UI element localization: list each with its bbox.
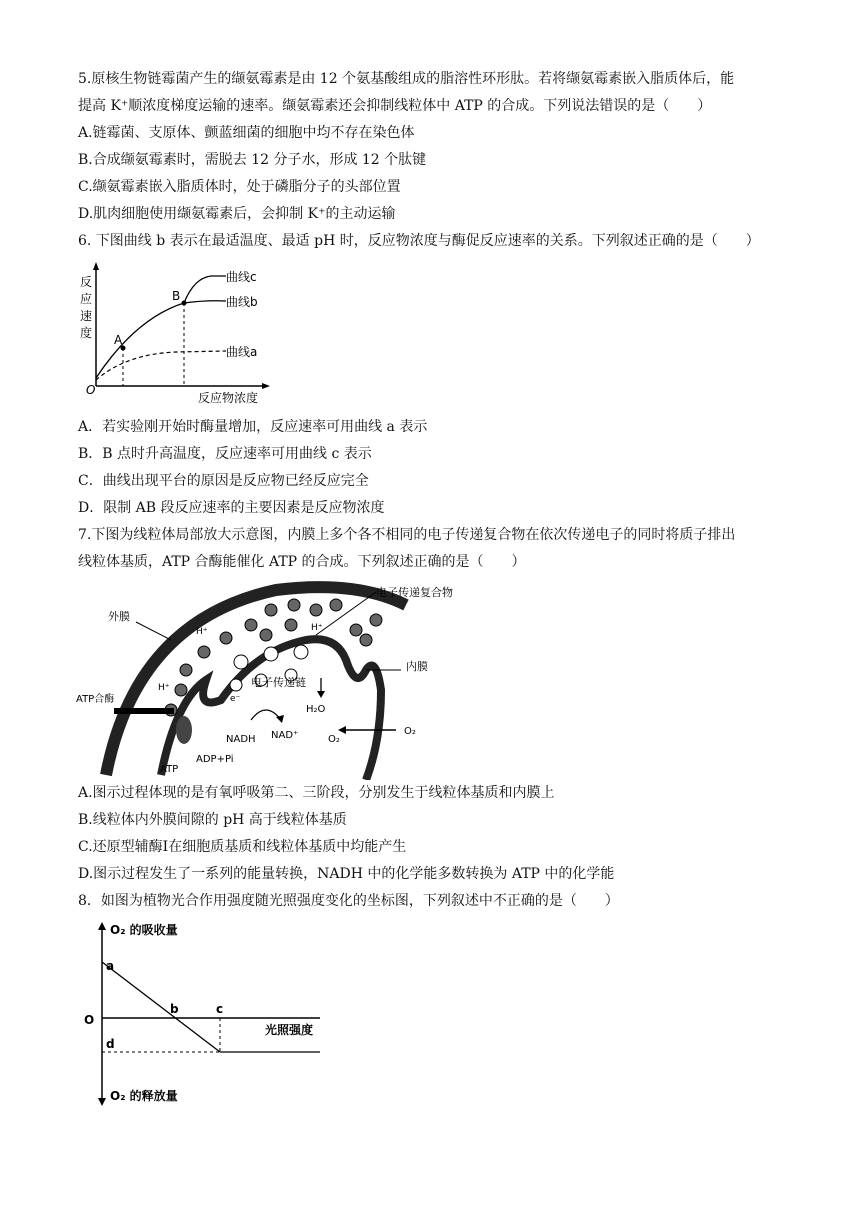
q8-curve-descending [102,962,220,1052]
q6-curve-c-label: 曲线c [226,270,257,284]
q5-option-b: B.合成缬氨霉素时，需脱去 12 分子水，形成 12 个肽键 [78,152,427,168]
q7-h-plus-label-1: H⁺ [196,627,208,637]
q5-stem-line1: 5.原核生物链霉菌产生的缬氨霉素是由 12 个氨基酸组成的脂溶性环形肽。若将缬氨霉素嵌入脂质体后，能 [78,71,735,87]
q8-y-bottom-label: O₂ 的释放量 [110,1089,178,1103]
q8-stem-line1: 8．如图为植物光合作用强度随光照强度变化的坐标图，下列叙述中不正确的是（ ） [78,893,619,909]
q6-enzyme-rate-graph [76,258,286,408]
q5-stem-line2: 提高 K⁺顺浓度梯度运输的速率。缬氨霉素还会抑制线粒体中 ATP 的合成。下列说法错误的是（ ） [78,98,712,114]
q7-adp-pi-label: ADP+Pi [196,754,234,765]
q6-point-b-label: B [172,289,181,303]
q8-point-c-label: c [216,1002,224,1016]
q8-point-b-label: b [170,1002,179,1016]
q7-atp-synthase-label: ATP合酶 [76,694,115,705]
q7-e-minus-label: e⁻ [230,694,241,704]
q6-option-d: D．限制 AB 段反应速率的主要因素是反应物浓度 [78,500,385,516]
q6-y-label-4: 度 [80,326,93,340]
q7-option-d: D.图示过程发生了一系列的能量转换，NADH 中的化学能多数转换为 ATP 中的化学能 [78,866,615,882]
q7-h2o-label: H₂O [306,704,326,715]
q7-atp-synthase-shape [176,716,192,744]
q7-nadh-label: NADH [226,734,256,745]
q8-photosynthesis-graph [80,920,340,1110]
q5-option-a: A.链霉菌、支原体、颤蓝细菌的细胞中均不存在染色体 [78,125,415,141]
q7-option-b: B.线粒体内外膜间隙的 pH 高于线粒体基质 [78,812,347,828]
q6-curve-b-label: 曲线b [226,295,258,309]
q7-electron-chain-label: 电子传递链 [251,676,306,689]
q6-curve-c [184,276,226,303]
q6-point-a-label: A [114,333,123,347]
q5-option-c: C.缬氨霉素嵌入脂质体时，处于磷脂分子的头部位置 [78,179,401,195]
q7-outer-membrane-label: 外膜 [108,610,130,623]
q8-y-top-label: O₂ 的吸收量 [110,923,178,937]
q6-option-c: C．曲线出现平台的原因是反应物已经反应完全 [78,473,369,489]
q6-option-a: A．若实验刚开始时酶量增加，反应速率可用曲线 a 表示 [78,419,428,435]
q6-y-label-2: 应 [80,292,93,306]
q7-nad-plus-label: NAD⁺ [271,730,299,741]
q6-curve-a [96,351,226,380]
q7-stem-line1: 7.下图为线粒体局部放大示意图，内膜上多个各不相同的电子传递复合物在依次传递电子的同时将质子排出 [78,527,736,543]
q7-inner-membrane-label: 内膜 [406,660,428,673]
q6-option-b: B．B 点时升高温度，反应速率可用曲线 c 表示 [78,446,372,462]
q7-atp-label: ATP [160,764,179,775]
q7-h-plus-label-3: H⁺ [158,683,170,693]
q7-h-plus-label-2: H⁺ [311,623,323,633]
q7-stem-line2: 线粒体基质，ATP 合酶能催化 ATP 的合成。下列叙述正确的是（ ） [78,554,526,570]
q8-point-d-label: d [106,1037,115,1051]
q8-x-label: 光照强度 [265,1023,314,1037]
q6-y-label-1: 反 [80,275,93,289]
q6-curve-a-label: 曲线a [226,345,258,359]
q7-o2-left-label: O₂ [328,734,340,745]
q7-option-a: A.图示过程体现的是有氧呼吸第二、三阶段，分别发生于线粒体基质和内膜上 [78,785,555,801]
q6-stem-line1: 6. 下图曲线 b 表示在最适温度、最适 pH 时，反应物浓度与酶促反应速率的关系。下列叙述正确的是（ ） [78,233,760,249]
q8-point-a-label: a [106,959,115,973]
q7-mitochondria-diagram [76,580,496,780]
q7-electron-complex-label: 电子传递复合物 [376,586,453,599]
q8-origin-label: O [84,1013,95,1027]
q7-o2-right-label: O₂ [404,726,416,737]
q6-origin-label: O [86,383,96,397]
q6-y-label-3: 速 [80,309,93,323]
q7-option-c: C.还原型辅酶Ⅰ在细胞质基质和线粒体基质中均能产生 [78,839,407,855]
q5-option-d: D.肌肉细胞使用缬氨霉素后，会抑制 K⁺的主动运输 [78,206,396,222]
q6-x-label: 反应物浓度 [198,391,259,405]
q6-point-b [182,301,187,306]
